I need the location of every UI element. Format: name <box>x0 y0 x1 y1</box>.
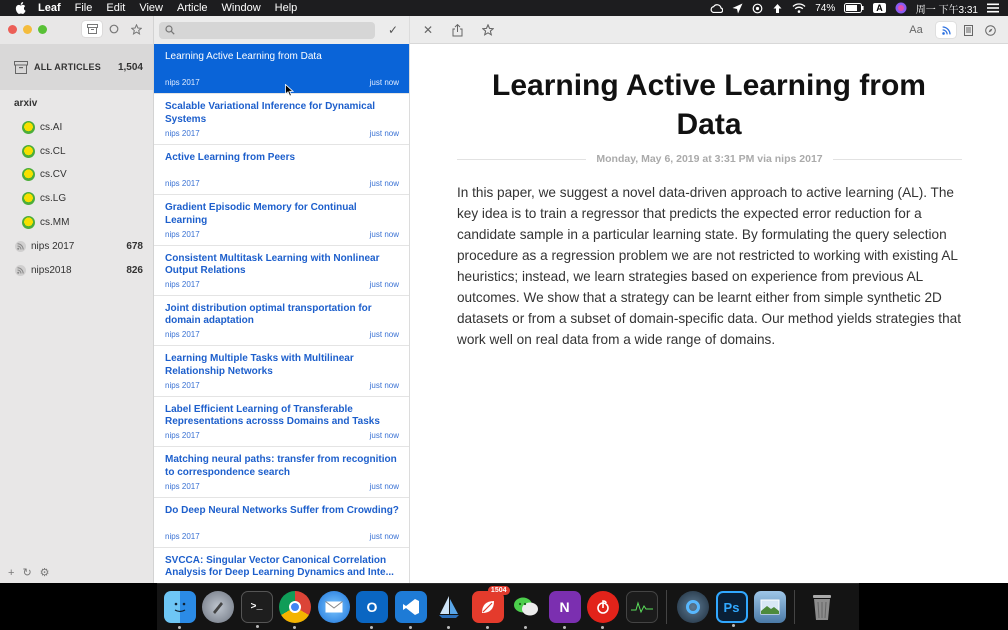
article-source: nips 2017 <box>165 128 200 138</box>
archive-filter-button[interactable] <box>82 21 102 37</box>
article-item[interactable] <box>154 246 410 296</box>
feed-label: nips 2017 <box>31 240 75 252</box>
article-time: just now <box>369 78 399 88</box>
article-list-pane <box>154 16 410 583</box>
article-time: just now <box>369 128 399 138</box>
finder-icon[interactable] <box>164 591 196 623</box>
list-toolbar <box>154 16 410 44</box>
status-area <box>710 0 1008 16</box>
article-time: just now <box>369 481 399 491</box>
all-articles-label: ALL ARTICLES <box>34 62 101 72</box>
star-icon[interactable] <box>480 22 496 38</box>
running-indicator <box>601 626 604 629</box>
reader-view-toggle <box>936 22 1000 38</box>
article-item[interactable] <box>154 548 410 583</box>
sidebar-item-cs-lg[interactable] <box>0 187 153 209</box>
menubar-clock[interactable]: 周一 下午3:31 <box>915 4 978 16</box>
article-meta: Monday, May 6, 2019 at 3:31 PM via nips 2017 <box>596 153 823 165</box>
chrome-icon[interactable] <box>279 591 311 623</box>
photoshop-icon[interactable]: Ps <box>716 591 748 623</box>
running-indicator <box>256 625 259 628</box>
article-source: nips 2017 <box>165 380 200 390</box>
article-source: nips 2017 <box>165 229 200 239</box>
leaf-icon[interactable] <box>472 587 507 623</box>
article-time: just now <box>369 330 399 340</box>
mark-all-read-icon[interactable]: ✓ <box>388 23 399 37</box>
sidebar-item-nips-2017[interactable] <box>0 235 153 257</box>
arxiv-feed-icon <box>22 121 35 134</box>
quicktime-icon[interactable] <box>677 591 709 623</box>
menu-article[interactable]: Article <box>176 2 208 14</box>
feed-label: cs.CL <box>40 145 66 157</box>
rss-feed-icon <box>15 265 26 276</box>
add-feed-icon[interactable]: + <box>8 566 15 579</box>
dock-separator <box>794 590 795 624</box>
sidebar-item-cs-ai[interactable] <box>0 116 153 138</box>
starred-filter-button[interactable] <box>126 21 146 37</box>
menu-edit[interactable]: Edit <box>106 2 126 14</box>
reader-toolbar <box>410 16 1008 44</box>
share-icon[interactable] <box>449 22 465 38</box>
article-title: Gradient Episodic Memory for Continual Learning <box>165 202 357 226</box>
running-indicator <box>447 626 450 629</box>
compass-icon[interactable] <box>980 22 1000 38</box>
arxiv-feed-icon <box>22 192 35 205</box>
zoom-window-button[interactable] <box>38 25 47 34</box>
article-time: just now <box>369 179 399 189</box>
menu-app-name[interactable]: Leaf <box>38 2 61 14</box>
apple-menu-icon[interactable] <box>14 2 26 14</box>
search-icon <box>165 25 175 35</box>
menu-bar <box>0 0 1008 16</box>
running-indicator <box>563 626 566 629</box>
sidebar <box>0 16 154 583</box>
divider <box>457 159 586 160</box>
search-field[interactable] <box>159 22 375 39</box>
arxiv-feed-icon <box>22 168 35 181</box>
terminal-icon[interactable]: >_ <box>241 591 273 623</box>
article-body: In this paper, we suggest a novel data-driven approach to active learning (AL). The key idea is to train a regressor that predicts the expected error reduction for a candidate sample in a particular learning state. By formulating the query selection procedure as a regression problem we are not restricted to working with existing AL heuristics; instead, we learn strategies based on experience from previous AL outcomes. We show that a strategy can be learnt either from simple synthetic 2D datasets or from a subset of domain-specific data. Our method yields strategies that work well on real data from a wide range of domains. <box>457 185 961 347</box>
article-item[interactable] <box>154 397 410 447</box>
menu-help[interactable]: Help <box>274 2 298 14</box>
dock-area <box>0 583 1008 630</box>
article-title: Matching neural paths: transfer from recognition to correspondence search <box>165 454 397 478</box>
running-indicator <box>409 626 412 629</box>
sidebar-filter-toggles <box>82 21 146 37</box>
menu-window[interactable]: Window <box>221 2 261 14</box>
preview-icon[interactable] <box>754 591 786 623</box>
font-size-button[interactable]: Aa <box>909 24 923 36</box>
sidebar-item-cs-cl[interactable] <box>0 140 153 162</box>
all-articles-item[interactable] <box>0 44 153 90</box>
window-controls <box>8 25 47 34</box>
article-title: SVCCA: Singular Vector Canonical Correlation Analysis for Deep Learning Dynamics and Inte... <box>165 554 394 579</box>
close-window-button[interactable] <box>8 25 17 34</box>
article-item-selected[interactable] <box>154 44 410 94</box>
leaf-window <box>0 16 1008 583</box>
close-icon[interactable]: ✕ <box>422 23 434 37</box>
archive-box-icon <box>14 61 28 74</box>
vscode-icon[interactable] <box>395 591 427 623</box>
all-articles-count: 1,504 <box>117 61 143 73</box>
outlook-icon[interactable]: O <box>356 591 388 623</box>
article-time: just now <box>369 380 399 390</box>
feed-unread-count: 826 <box>126 264 143 276</box>
circle-icon <box>109 24 119 34</box>
article-time: just now <box>369 531 399 541</box>
article-item[interactable] <box>154 195 410 245</box>
send-icon[interactable] <box>732 3 743 14</box>
battery-icon[interactable] <box>844 3 864 13</box>
mail-icon[interactable] <box>318 591 350 623</box>
article-time: just now <box>369 229 399 239</box>
reader-pane <box>410 16 1008 583</box>
onenote-icon[interactable]: N <box>549 591 581 623</box>
refresh-icon[interactable]: ↻ <box>22 567 32 579</box>
creative-cloud-icon[interactable] <box>710 4 723 13</box>
unread-filter-button[interactable] <box>104 21 124 37</box>
arxiv-feed-icon <box>22 216 35 229</box>
search-input[interactable] <box>179 23 369 37</box>
notification-center-icon[interactable] <box>987 3 999 13</box>
netease-music-icon[interactable] <box>587 591 619 623</box>
menu-view[interactable]: View <box>139 2 163 14</box>
article-title: Do Deep Neural Networks Suffer from Crowding? <box>165 504 399 516</box>
trash-icon[interactable] <box>806 591 838 623</box>
arxiv-feed-icon <box>22 145 35 158</box>
feed-label: cs.CV <box>40 168 67 180</box>
sidebar-item-nips2018[interactable] <box>0 259 153 281</box>
running-indicator <box>370 626 373 629</box>
activity-monitor-icon[interactable] <box>626 591 658 623</box>
menu-file[interactable]: File <box>74 2 93 14</box>
article-source: nips 2017 <box>165 531 200 541</box>
article-source: nips 2017 <box>165 481 200 491</box>
article-list <box>154 44 410 583</box>
input-method-indicator[interactable] <box>873 3 886 13</box>
running-indicator <box>293 626 296 629</box>
rss-view-icon[interactable] <box>936 22 956 38</box>
article-item[interactable] <box>154 498 410 548</box>
sidebar-bottom-bar <box>8 566 50 579</box>
sidebar-item-cs-cv[interactable] <box>0 163 153 185</box>
article-title: Learning Multiple Tasks with Multilinear Relationship Networks <box>165 353 354 377</box>
article-source: nips 2017 <box>165 179 200 189</box>
feed-label: nips2018 <box>31 264 72 276</box>
battery-percent: 74% <box>815 2 836 14</box>
article-title: Active Learning from Peers <box>165 151 296 163</box>
sidebar-item-cs-mm[interactable] <box>0 211 153 233</box>
article-item[interactable] <box>154 94 410 144</box>
gear-icon[interactable]: ⚙ <box>39 567 50 579</box>
article-item[interactable] <box>154 145 410 195</box>
dock-separator <box>666 590 667 624</box>
archive-icon <box>87 24 98 34</box>
running-indicator <box>486 626 489 629</box>
feed-group-arxiv[interactable]: arxiv <box>14 98 38 109</box>
article-title: Joint distribution optimal transportation for domain adaptation <box>165 302 372 327</box>
unread-badge: 1504 <box>488 586 510 595</box>
rss-feed-icon <box>15 241 26 252</box>
article-source: nips 2017 <box>165 279 200 289</box>
article-meta-row <box>457 152 962 166</box>
article-title: Label Efficient Learning of Transferable Representations acrosss Domains and Tasks <box>165 403 380 428</box>
dock <box>157 583 859 630</box>
reader-view-icon[interactable] <box>958 22 978 38</box>
minimize-window-button[interactable] <box>23 25 32 34</box>
feed-label: cs.AI <box>40 121 63 133</box>
article-heading: Learning Active Learning from Data <box>492 69 926 141</box>
wechat-icon[interactable] <box>510 591 542 623</box>
article-title: Scalable Variational Inference for Dynamical Systems <box>165 101 376 125</box>
input-method-label: A <box>873 3 886 13</box>
article-source: nips 2017 <box>165 78 200 88</box>
article-item[interactable] <box>154 346 410 396</box>
running-indicator <box>732 624 735 627</box>
article-title: Learning Active Learning from Data <box>165 51 322 62</box>
upload-icon[interactable] <box>772 3 783 14</box>
running-indicator <box>524 626 527 629</box>
divider <box>833 159 962 160</box>
sync-icon[interactable] <box>752 3 763 14</box>
article-item[interactable] <box>154 447 410 497</box>
feed-label: cs.LG <box>40 192 67 204</box>
article-time: just now <box>369 279 399 289</box>
article-time: just now <box>369 431 399 441</box>
article-source: nips 2017 <box>165 330 200 340</box>
wifi-icon[interactable] <box>792 3 806 13</box>
star-icon <box>131 24 142 35</box>
feed-label: cs.MM <box>40 216 70 228</box>
article-item[interactable] <box>154 296 410 346</box>
siri-icon[interactable] <box>895 2 907 14</box>
running-indicator <box>178 626 181 629</box>
feed-unread-count: 678 <box>126 240 143 252</box>
article-source: nips 2017 <box>165 431 200 441</box>
article-title: Consistent Multitask Learning with Nonlinear Output Relations <box>165 252 380 277</box>
sailboat-icon[interactable] <box>433 591 465 623</box>
launchpad-icon[interactable] <box>202 591 234 623</box>
